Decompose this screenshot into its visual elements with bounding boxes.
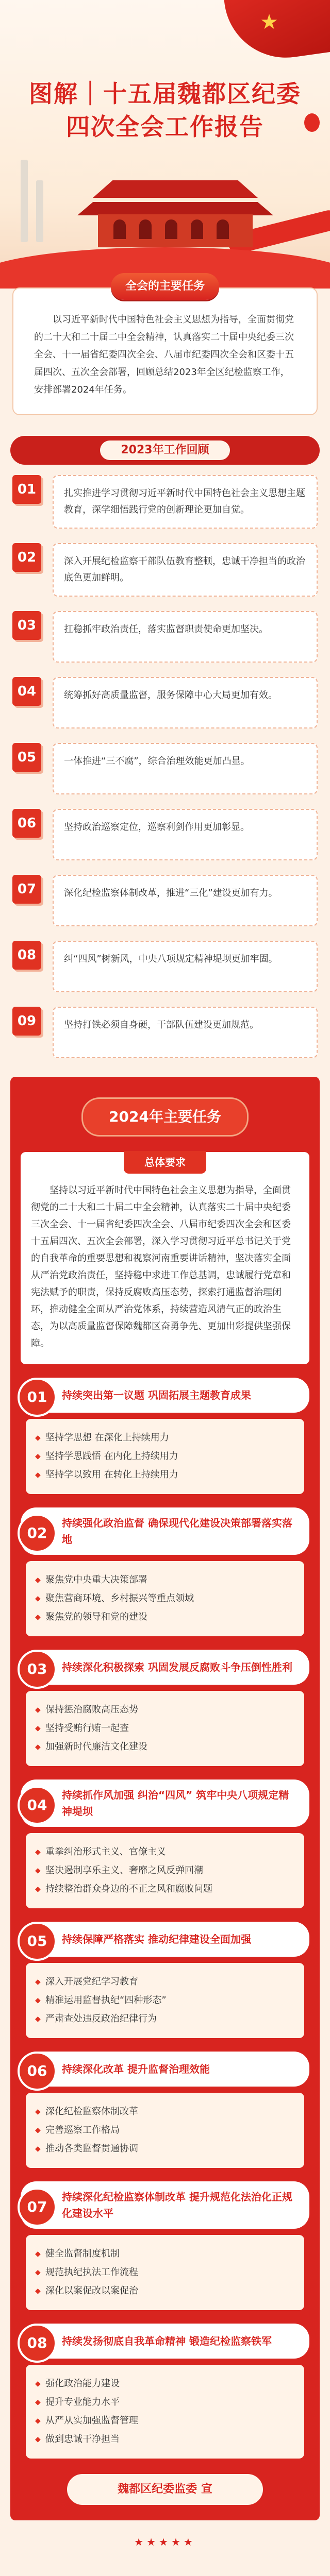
page-title <box>0 77 330 143</box>
task-points <box>26 1963 304 2038</box>
task-point <box>35 2265 295 2280</box>
task-point-text: 坚持学思践悟 在内化上持续用力 <box>45 1451 178 1462</box>
task-item <box>21 1922 309 2038</box>
task-item <box>21 1507 309 1636</box>
diamond-bullet-icon: ◆ <box>35 1613 41 1621</box>
task-title: 持续深化改革 提升监督治理效能 <box>62 2063 210 2075</box>
task-point <box>35 1702 295 1718</box>
diamond-bullet-icon: ◆ <box>35 1885 41 1893</box>
task-point-text: 深化纪检监察体制改革 <box>45 2106 138 2117</box>
task-header <box>21 1507 309 1555</box>
diamond-bullet-icon: ◆ <box>35 1867 41 1875</box>
task-point <box>35 2376 295 2392</box>
diamond-bullet-icon: ◆ <box>35 2417 41 2425</box>
tasks-title: 2024年主要任务 <box>81 1097 249 1137</box>
task-title: 持续发扬彻底自我革命精神 锻造纪检监察铁军 <box>62 2335 272 2347</box>
task-point <box>35 1467 295 1483</box>
task-header <box>21 2052 309 2087</box>
task-point <box>35 2432 295 2447</box>
review-number: 04 <box>12 677 41 706</box>
task-point <box>35 2283 295 2299</box>
task-point-text: 聚焦党中央重大决策部署 <box>45 1574 147 1585</box>
task-point-text: 完善巡察工作格局 <box>45 2125 120 2136</box>
diamond-bullet-icon: ◆ <box>35 2380 41 2388</box>
task-points <box>26 1691 304 1766</box>
task-point <box>35 2246 295 2262</box>
task-item <box>21 2052 309 2168</box>
task-point-text: 健全监督制度机制 <box>45 2248 120 2259</box>
task-point-text: 聚焦营商环境、乡村振兴等重点领域 <box>45 1593 194 1604</box>
task-number: 05 <box>18 1922 57 1961</box>
tiananmen-illustration <box>36 170 315 247</box>
review-text: 坚持打铁必须自身硬，干部队伍建设更加规范。 <box>53 1007 318 1058</box>
review-text: 坚持政治巡察定位，巡察利剑作用更加彰显。 <box>53 809 318 860</box>
task-item <box>21 1650 309 1766</box>
huabiao-column-icon <box>36 180 43 242</box>
review-text: 深化纪检监察体制改革，推进“三化”建设更加有力。 <box>53 875 318 926</box>
footer-signature: 魏都区纪委监委 宣 <box>67 2474 263 2505</box>
task-number: 01 <box>18 1378 57 1417</box>
task-number: 07 <box>18 2188 57 2227</box>
task-point <box>35 1449 295 1464</box>
task-point-text: 坚持受贿行贿一起查 <box>45 1723 129 1734</box>
task-point-text: 保持惩治腐败高压态势 <box>45 1704 138 1715</box>
diamond-bullet-icon: ◆ <box>35 2126 41 2134</box>
task-points <box>26 2235 304 2310</box>
diamond-bullet-icon: ◆ <box>35 2287 41 2295</box>
review-number: 05 <box>12 743 41 772</box>
diamond-bullet-icon: ◆ <box>35 2108 41 2116</box>
task-point-text: 深化以案促改以案促治 <box>45 2285 138 2296</box>
task-number: 03 <box>18 1650 57 1689</box>
task-point-text: 加强新时代廉洁文化建设 <box>45 1741 147 1752</box>
task-points <box>26 2093 304 2168</box>
task-header <box>21 2181 309 2229</box>
task-number: 02 <box>18 1514 57 1553</box>
review-number: 01 <box>12 475 41 504</box>
task-item <box>21 2324 309 2459</box>
task-number: 08 <box>18 2324 57 2363</box>
task-point-text: 提升专业能力水平 <box>45 2397 120 2408</box>
title-line-2: 四次全会工作报告 <box>66 113 264 141</box>
review-item <box>12 543 318 597</box>
task-point <box>35 2141 295 2157</box>
intro-text: 以习近平新时代中国特色社会主义思想为指导，全面贯彻党的二十大和二十届二中全会精神，认真落实二十届中央纪委三次全会、十一届省纪委四次全会、八届市纪委四次全会和区委十五届四次、五次全会部署，回顾总结2023年全区纪检监察工作，安排部署2024年任务。 <box>12 287 318 415</box>
task-point <box>35 2413 295 2429</box>
task-point <box>35 1572 295 1588</box>
review-text: 深入开展纪检监察干部队伍教育整顿，忠诚干净担当的政治底色更加鲜明。 <box>53 543 318 597</box>
diamond-bullet-icon: ◆ <box>35 1743 41 1751</box>
task-point-text: 规范执纪执法工作流程 <box>45 2267 138 2278</box>
review-text: 纠“四风”树新风，中央八项规定精神堤坝更加牢固。 <box>53 941 318 992</box>
task-title: 持续深化纪检监察体制改革 提升规范化法治化正规化建设水平 <box>62 2191 292 2219</box>
task-points <box>26 1561 304 1636</box>
task-point-text: 坚决遏制享乐主义、奢靡之风反弹回潮 <box>45 1865 203 1876</box>
review-title: 2023年工作回顾 <box>100 440 229 460</box>
task-number: 04 <box>18 1786 57 1825</box>
task-item <box>21 1378 309 1494</box>
diamond-bullet-icon: ◆ <box>35 1706 41 1714</box>
review-item <box>12 809 318 860</box>
diamond-bullet-icon: ◆ <box>35 1595 41 1603</box>
general-label: 总体要求 <box>124 1151 206 1174</box>
review-item <box>12 743 318 794</box>
intro-section <box>0 273 330 415</box>
title-line-1: 图解｜十五届魏都区纪委 <box>29 80 301 108</box>
star-icon: ★ <box>260 10 278 34</box>
review-item <box>12 875 318 926</box>
task-point <box>35 1430 295 1446</box>
task-point <box>35 1609 295 1625</box>
review-text: 统筹抓好高质量监督，服务保障中心大局更加有效。 <box>53 677 318 728</box>
task-title: 持续强化政治监督 确保现代化建设决策部署落实落地 <box>62 1517 292 1546</box>
task-item <box>21 2181 309 2310</box>
review-text: 一体推进“三不腐”，综合治理效能更加凸显。 <box>53 743 318 794</box>
task-point-text: 深入开展党纪学习教育 <box>45 1976 138 1987</box>
header-banner <box>0 0 330 289</box>
task-number: 06 <box>18 2052 57 2091</box>
task-title: 持续深化积极探索 巩固发展反腐败斗争压倒性胜利 <box>62 1661 292 1673</box>
diamond-bullet-icon: ◆ <box>35 2015 41 2023</box>
task-header <box>21 1378 309 1413</box>
huabiao-column-icon <box>21 160 28 242</box>
task-points <box>26 1419 304 1494</box>
task-point <box>35 1844 295 1860</box>
review-item <box>12 677 318 728</box>
diamond-bullet-icon: ◆ <box>35 2268 41 2277</box>
lantern-icon <box>304 113 320 132</box>
task-header <box>21 1780 309 1827</box>
review-number: 02 <box>12 543 41 572</box>
task-title: 持续突出第一议题 巩固拓展主题教育成果 <box>62 1389 251 1401</box>
task-point <box>35 1993 295 2008</box>
diamond-bullet-icon: ◆ <box>35 2145 41 2153</box>
intro-label: 全会的主要任务 <box>111 273 219 300</box>
task-point-text: 持续整治群众身边的不正之风和腐败问题 <box>45 1884 212 1894</box>
task-point <box>35 2104 295 2120</box>
task-point-text: 做到忠诚干净担当 <box>45 2434 120 2445</box>
general-requirements <box>21 1152 309 1364</box>
task-point-text: 坚持学以致用 在转化上持续用力 <box>45 1469 178 1480</box>
diamond-bullet-icon: ◆ <box>35 1452 41 1461</box>
task-point <box>35 2123 295 2138</box>
task-title: 持续保障严格落实 推动纪律建设全面加强 <box>62 1933 251 1945</box>
star-row-icon: ★★★★★ <box>134 2536 196 2548</box>
review-item <box>12 611 318 663</box>
review-item <box>12 1007 318 1058</box>
task-point <box>35 1974 295 1990</box>
task-point <box>35 1863 295 1878</box>
task-points <box>26 2365 304 2459</box>
task-point-text: 严肃查处违反政治纪律行为 <box>45 2013 157 2024</box>
diamond-bullet-icon: ◆ <box>35 2435 41 2444</box>
task-point-text: 坚持学思想 在深化上持续用力 <box>45 1432 169 1443</box>
task-points <box>26 1833 304 1908</box>
task-point-text: 精准运用监督执纪“四种形态” <box>45 1995 167 2006</box>
tasks-section <box>10 1077 320 2520</box>
task-point-text: 聚焦党的领导和党的建设 <box>45 1612 147 1622</box>
review-number: 08 <box>12 941 41 970</box>
task-point <box>35 1739 295 1755</box>
diamond-bullet-icon: ◆ <box>35 1724 41 1733</box>
review-text: 扛稳抓牢政治责任，落实监督职责使命更加坚决。 <box>53 611 318 663</box>
task-point-text: 从严从实加强监督管理 <box>45 2415 138 2426</box>
review-list <box>12 475 318 1058</box>
task-header <box>21 1650 309 1685</box>
review-item <box>12 475 318 529</box>
task-point-text: 重拳纠治形式主义、官僚主义 <box>45 1846 166 1857</box>
task-point-text: 强化政治能力建设 <box>45 2378 120 2389</box>
diamond-bullet-icon: ◆ <box>35 1978 41 1986</box>
general-text: 坚持以习近平新时代中国特色社会主义思想为指导，全面贯彻党的二十大和二十届二中全会精神，认真落实二十届中央纪委三次全会、十一届省纪委四次全会、八届市纪委四次全会和区委十五届四次、五次全会部署，深入学习贯彻习近平总书记关于党的自我革命的重要思想和视察河南重要讲话精神，坚决落实全面从严治党政治责任，坚持稳中求进工作总基调，忠诚履行党章和宪法赋予的职责，保持反腐败高压态势，探索打通监督治理闭环，推动健全全面从严治党体系，持续营造风清气正的政治生态，为以高质量监督保障魏都区奋勇争先、更加出彩提供坚强保障。 <box>31 1185 291 1349</box>
diamond-bullet-icon: ◆ <box>35 1996 41 2005</box>
task-point <box>35 1882 295 1897</box>
diamond-bullet-icon: ◆ <box>35 2250 41 2258</box>
task-header <box>21 2324 309 2359</box>
review-item <box>12 941 318 992</box>
diamond-bullet-icon: ◆ <box>35 1434 41 1442</box>
review-number: 03 <box>12 611 41 640</box>
task-point <box>35 2395 295 2410</box>
task-list <box>21 1378 309 2459</box>
task-header <box>21 1922 309 1957</box>
task-point <box>35 1721 295 1736</box>
diamond-bullet-icon: ◆ <box>35 1848 41 1856</box>
diamond-bullet-icon: ◆ <box>35 2398 41 2406</box>
review-text: 扎实推进学习贯彻习近平新时代中国特色社会主义思想主题教育，深学细悟践行党的创新理论更加自觉。 <box>53 475 318 529</box>
task-point-text: 推动各类监督贯通协调 <box>45 2143 138 2154</box>
review-number: 07 <box>12 875 41 904</box>
diamond-bullet-icon: ◆ <box>35 1471 41 1479</box>
diamond-bullet-icon: ◆ <box>35 1576 41 1584</box>
task-title: 持续抓作风加强 纠治“四风” 筑牢中央八项规定精神堤坝 <box>62 1789 289 1818</box>
review-section-header <box>10 436 320 465</box>
task-point <box>35 2011 295 2027</box>
task-point <box>35 1591 295 1606</box>
review-number: 09 <box>12 1007 41 1036</box>
review-number: 06 <box>12 809 41 838</box>
task-item <box>21 1780 309 1908</box>
